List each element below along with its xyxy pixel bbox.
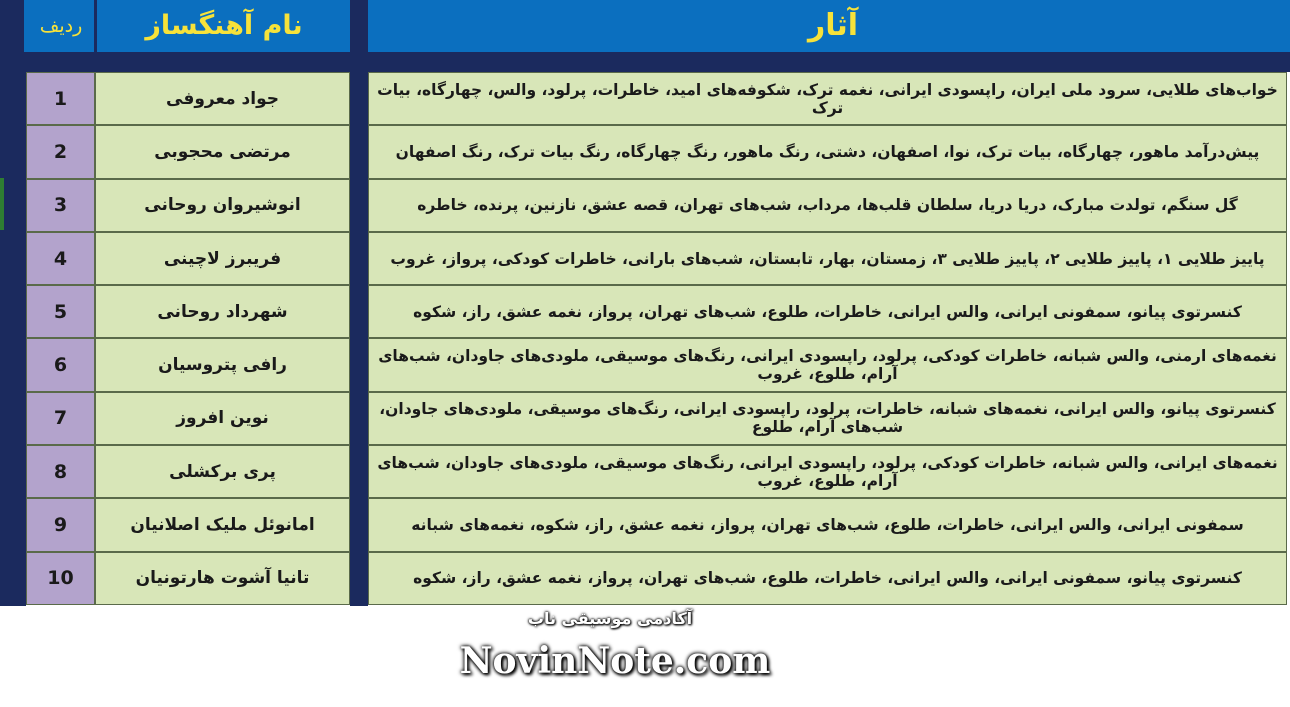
row-number-cell: 10 [26,552,95,605]
works-cell: خواب‌های طلایی، سرود ملی ایران، راپسودی ایرانی، نغمه ترک، شکوفه‌های امید، خاطرات، پرلود، والس، چهارگاه، بیات ترک [368,72,1287,125]
table-header [0,0,1290,52]
table-row [26,392,1288,445]
composer-name-cell: فریبرز لاچینی [95,232,350,285]
row-number-cell: 6 [26,338,95,391]
row-number-cell: 7 [26,392,95,445]
table-row [26,445,1288,498]
composers-table [26,72,1288,605]
composer-name-cell: انوشیروان روحانی [95,179,350,232]
table-row [26,179,1288,232]
composer-name-cell: امانوئل ملیک اصلانیان [95,498,350,551]
works-cell: نغمه‌های ارمنی، والس شبانه، خاطرات کودکی، پرلود، راپسودی ایرانی، رنگ‌های موسیقی، ملودی‌های جاودان، شب‌های آرام، طلوع، غروب [368,338,1287,391]
header-band [0,52,1290,72]
row-number-cell: 3 [26,179,95,232]
works-cell: پیش‌درآمد ماهور، چهارگاه، بیات ترک، نوا، اصفهان، دشتی، رنگ ماهور، رنگ چهارگاه، رنگ بیات ترک، رنگ اصفهان [368,125,1287,178]
table-row [26,72,1288,125]
row-number-cell: 9 [26,498,95,551]
works-cell: سمفونی ایرانی، والس ایرانی، خاطرات، طلوع، شب‌های تهران، پرواز، نغمه عشق، راز، شکوه، نغمه‌های شبانه [368,498,1287,551]
table-row [26,552,1288,605]
header-left-strip [0,0,24,52]
composer-name-cell: جواد معروفی [95,72,350,125]
composer-name-cell: مرتضی محجوبی [95,125,350,178]
header-composer-label: نام آهنگساز [145,10,303,41]
row-number-cell: 5 [26,285,95,338]
left-marker [0,178,4,230]
works-cell: کنسرتوی پیانو، والس ایرانی، نغمه‌های شبانه، خاطرات، پرلود، راپسودی ایرانی، رنگ‌های موسیقی، ملودی‌های جاودان، شب‌های آرام، طلوع [368,392,1287,445]
works-cell: کنسرتوی پیانو، سمفونی ایرانی، والس ایرانی، خاطرات، طلوع، شب‌های تهران، پرواز، نغمه عشق، راز، شکوه [368,285,1287,338]
row-number-cell: 1 [26,72,95,125]
composer-name-cell: رافی پتروسیان [95,338,350,391]
works-cell: گل سنگم، تولدت مبارک، دریا دریا، سلطان قلب‌ها، مرداب، شب‌های تهران، قصه عشق، نازنین، پرنده، خاطره [368,179,1287,232]
works-cell: پاییز طلایی ۱، پاییز طلایی ۲، پاییز طلایی ۳، زمستان، بهار، تابستان، شب‌های بارانی، خاطرات کودکی، پرواز، غروب [368,232,1287,285]
row-number-cell: 8 [26,445,95,498]
left-strip [0,52,26,606]
composer-name-cell: پری برکشلی [95,445,350,498]
table-row [26,232,1288,285]
header-divider [350,0,368,52]
header-divider [94,0,97,52]
row-number-cell: 2 [26,125,95,178]
composer-name-cell: تانیا آشوت هارتونیان [95,552,350,605]
composer-name-cell: شهرداد روحانی [95,285,350,338]
row-number-cell: 4 [26,232,95,285]
works-cell: نغمه‌های ایرانی، والس شبانه، خاطرات کودکی، پرلود، راپسودی ایرانی، رنگ‌های موسیقی، ملودی‌های جاودان، شب‌های آرام، طلوع، غروب [368,445,1287,498]
table-row [26,338,1288,391]
footer-brand-watermark: NovinNote.com [459,640,771,682]
table-row [26,285,1288,338]
header-row-label: ردیف [39,15,83,37]
table-row [26,498,1288,551]
header-works-label: آثار [807,8,859,43]
table-row [26,125,1288,178]
composer-name-cell: نوین افروز [95,392,350,445]
footer-subtitle: آکادمی موسیقی ناب [527,609,693,628]
works-cell: کنسرتوی پیانو، سمفونی ایرانی، والس ایرانی، خاطرات، طلوع، شب‌های تهران، پرواز، نغمه عشق، راز، شکوه [368,552,1287,605]
